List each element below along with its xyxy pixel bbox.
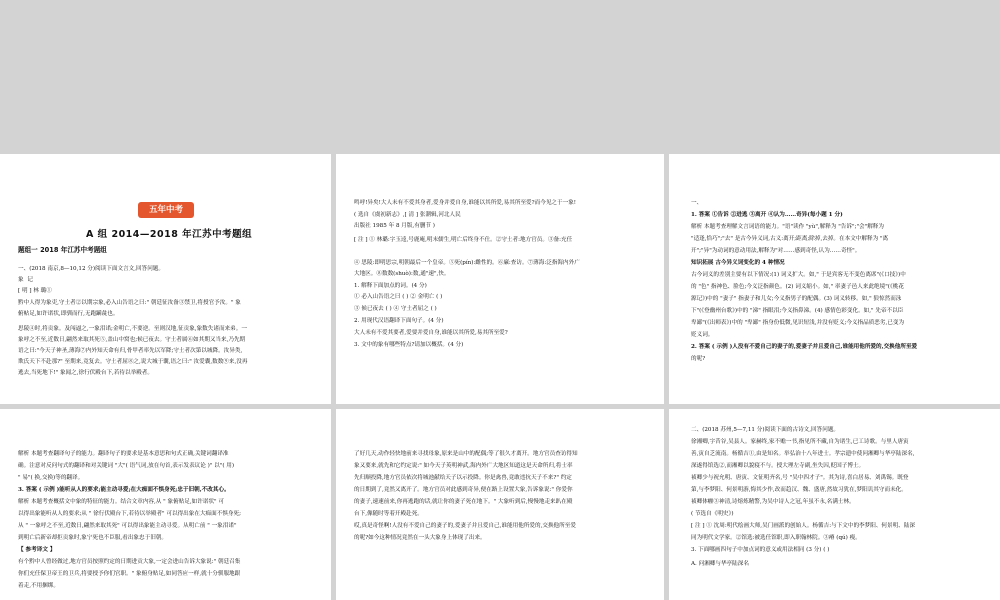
analysis-line: 到明亡后新帝却拒贡象时,象宁死也不臣服,看出象忠于旧朝。	[18, 535, 167, 541]
translation-line: 着走,不用捆绑。	[18, 583, 59, 589]
passage-line: 徐湘卿,字昔谷,吴县人。家赫终,家不赡一书,指见所不藏,自为诸生,已工诗歌。与里人唐寅	[691, 439, 909, 445]
text-line: 语之曰:"今天子神圣,薄海⑦内外知天命有归,骨甲者率先以军降;守土者次第以城降。汝异类,	[18, 348, 243, 354]
answer-1: 1. 答案 ①告诉 ②进逃 ③离开 ④认为……奇异(每小题 1 分)	[691, 212, 843, 218]
translation-line: 先归顺投降,地方官员依次将城池献给天子以示投降。你是禽兽,竟敢违抗天子不来?" 约定	[354, 475, 572, 481]
analysis-line: 解析 本题考查理解文言词语的能力。"语"读作 "yù",解释为 "告诉";"会"解释为	[691, 224, 884, 230]
text-line: 象呼之不至,近数日,翩然来取其死⑤,盖山中窝也;候已夜去。守土者属⑥如其期又当来,乃先期	[18, 337, 246, 343]
text-line: 一、(2018 南京,8—10,12 分)阅读下面文言文,回答问题。	[18, 266, 164, 272]
text-line: 逃去,当死地下!" 象闻之,徐行伏殿台下,若待以举殿者。	[18, 370, 153, 376]
answer-section-heading: 一、	[691, 200, 703, 206]
passage-line: 祯卿少与祝允明、唐寅、文征明齐名,号 "吴中四才子"。其为诗,喜白居易、刘禹锡。既登	[691, 475, 909, 481]
passage-line: 祯卿体癯③神清,诗熔炼精警,为吴中诗人之冠,年虽不永,名满士林。	[691, 499, 855, 505]
passage-line: 第,与李梦阳、何景明游,悔其少作,改而趋汉、魏、盛唐,然故习犹在,梦阳讥其守而未化。	[691, 487, 907, 493]
document-page-5	[336, 409, 664, 600]
passage-title: 象 记	[18, 277, 34, 283]
knowledge-line: 的 "色" 指神色、脸色;今义泛指颜色。(2) 词义缩小。如," 率妻子邑人来此绝境"(《桃花	[691, 284, 904, 290]
question-1-items: ③ 候已夜去 ( ) ④ 守土者屈之 ( )	[354, 306, 437, 312]
annotation-line: ④ 思陵:即明思宗,明朝最后一个皇帝。⑤死(pín):雌性的。⑥廉:查访。⑦薄海:泛指海内外广	[354, 260, 580, 266]
question-2: 2. 用现代汉语翻译下面句子。(4 分)	[354, 318, 444, 324]
knowledge-line: 贬义词。	[691, 332, 714, 338]
source-note: 出版社 1985 年 8 月版,有删节 )	[354, 223, 435, 229]
group-title: A 组 2014—2018 年江苏中考题组	[86, 229, 253, 240]
knowledge-line: 源记》)中的 "妻子" 指妻子和儿女;今义指男子的配偶。(3) 词义转移。如," 狼惊然而泳	[691, 296, 902, 302]
translation-line: 的呢?如今这种情况竟然在一头大象身上体现了出来。	[354, 535, 486, 541]
translation-line: 的日期到了,竟然又离开了。地方官员对此感到奇异,便在路上设置大象,告诉象说:" 你爱你	[354, 487, 573, 493]
question-1: 1. 解释下面加点的词。(4 分)	[354, 283, 427, 289]
document-page-3	[669, 154, 1000, 404]
passage-author: [ 明 ] 林 璐①	[18, 288, 52, 294]
knowledge-line: 下"(《登幽州台歌》)中的 "涕" 指眼泪;今义指鼻涕。(4) 感情色彩变化。如," 先帝不以臣	[691, 308, 904, 314]
knowledge-line: 卑鄙"(《出师表》)中的 "卑鄙" 指身份低微,见识短浅,并没有贬义;今义指品质恶劣,已变为	[691, 320, 905, 326]
translation-line: 有个黔中人曾经做过,地方官员按照约定的日期进贡大象,一定会进山告诉大象说:" 朝廷召集	[18, 559, 241, 565]
source-note: ( 选自《虞初新志》,[ 清 ] 张潮辑,河北人民	[354, 212, 461, 218]
reference-translation-heading: 【 参考译文 】	[18, 547, 56, 553]
analysis-line: 以得出象能听从人的要求;从 " 徐行伏殿台下,若待以举殿者" 可以得出象在大痴面不惧身死;	[18, 511, 241, 517]
answer-3: 3. 答案 ( 示例 )能听从人的要求;能主动寻爱;在大痴面不惧身死;忠于旧朝,不改其心。	[18, 487, 230, 493]
translation-line: 你们充任保卫帝王的卫兵,将要授予你们官职。" 象俯身贴足,如同答应一样,就十分驯服地跟	[18, 571, 241, 577]
five-year-exam-badge: 五年中考	[138, 202, 194, 218]
analysis-line: " 易"( 换,交换)等的翻译。	[18, 475, 84, 481]
annotation-line: 大地区。⑧数数(shuò):数,通"速",快。	[354, 271, 450, 277]
knowledge-line: 古今词义的差别主要有以下情况:(1) 词义扩大。如," 于是宾客无不变色离席"(《口技》)中	[691, 272, 906, 278]
annotation-line: [ 注 ] ① 沈周:明代绘画大师,吴门画派的创始人。杨循吉:与下文中的李梦阳、何景明、陆深	[691, 523, 915, 529]
option-a: A. 问湘卿与华亭陆深名	[691, 561, 749, 567]
source-note: ( 节选自《明史》)	[691, 511, 734, 517]
analysis-line: "适逢,恰巧";"去" 是古今异义词,古义:离开;距离;除掉,去掉。在本文中解释为 "离	[691, 236, 889, 242]
answer-2: 2. 答案 ( 示例 )人没有不爱自己的妻子的,爱妻子并且爱自己,谁能用他所爱的,交换他所至爱	[691, 344, 918, 350]
annotation-line: 同为明代文学家。②馆选:被选任馆职,即入职翰林院。③瘠 (qú) 瘦。	[691, 535, 861, 541]
analysis-line: 从 " 一象呼之不至,近数日,翩然来取其死" 可以得出象能主动寻爱。从明亡前 " 一象泪诺"	[18, 523, 237, 529]
passage-line: 善,寅自乏流南。杨循吉①,由是知名。举弘治十八年进士。孝宗遗中使问湘卿与华亭陆深名,	[691, 451, 915, 457]
document-page-4	[0, 409, 331, 600]
question-3: 3. 下面哪画四句子中加点词的意义或用法相同 (3 分) ( )	[691, 547, 830, 553]
text-line: 思陵④时,将贡象。及闯逼之,一象泪诺;金明亡,不要逆。至则汉地,征贡象,象数失诸而来弟。一	[18, 326, 247, 332]
question-3: 3. 文中的象有哪些特点?请加以概括。(4 分)	[354, 342, 464, 348]
translation-line: 的妻子,速速前来,你再逃跑的话,就让你的妻子死在地下。" 大象听到后,慢慢地走来趴在殿	[354, 499, 573, 505]
text-line: 鸣呼!异矣!大人未有不爱其身者,爱身并爱自身,谁能以其所爱,易其所至爱?而今见之于一象!	[354, 200, 577, 206]
passage-line: 深遂得馆选②,而湘卿以貌寝不与。授大理左寺副,坐失囚,贬国子博士。	[691, 463, 865, 469]
translation-line: 象又要来,就先和它约定说:" 如今天子英明神武,海内外广大地区知道这是天命所归,将士率	[354, 463, 573, 469]
translation-line: 台下,像随时等着开殿赴死。	[354, 511, 423, 517]
analysis-line: 开";"异"为动词的意动用法,解释为"对……感到奇怪,认为……奇怪"。	[691, 248, 861, 254]
document-page-6	[669, 409, 1000, 600]
question-1-items: ① 必入山告语之曰 ( ) ② 金明亡 ( )	[354, 294, 443, 300]
analysis-line: 确。注意对反问句式的翻译和对关键词 "大"( 语气词,放在句首,表示发表议论 )" 以"( 用)	[18, 463, 235, 469]
document-page-1	[0, 154, 331, 404]
translation-line: 哎,真是奇怪啊!人没有不爱自己的妻子的,爱妻子并且爱自己,谁能用他所爱的,交换他所至爱	[354, 523, 576, 529]
document-page-2	[336, 154, 664, 404]
text-line: 欺氏天下不赴那?" 至期来,竟复去。守土者屈⑧之,说大城于囊,语之曰:" 汝爱囊,数数⑨来,没再	[18, 359, 248, 365]
text-line: 黔中人得为象吏,守土者②以期宗象,必入山告语之曰:" 朝廷征汝备③禁卫,将授官予汝。" 象	[18, 300, 241, 306]
question-2-sentence: 大人未有不爱其要者,爱要并爱自身,谁能以其所爱,易其所至爱?	[354, 330, 508, 336]
text-line: 俯帖足,如许诺状,即驯而行,无跑躏彘也。	[18, 311, 119, 317]
section-2-heading: 二、(2018 苏州,5—7,11 分)阅读下面的古诗文,回答问题。	[691, 427, 840, 433]
annotation-line: [ 注 ] ① 林璐:字玉逵,号鹿庵,明末儒生,明亡后终身不仕。②守土者:地方官员。③备:充任	[354, 237, 573, 243]
answer-2-cont: 的呢?	[691, 356, 706, 362]
analysis-line: 解析 本题考查翻译句子的能力。翻译句子的要求是基本意思和句式正确,关键词翻译准	[18, 451, 229, 457]
analysis-line: 解析 本题考查概括文中象的特征的能力。结合文章内容,从 " 象俯贴足,如许诺状" 可	[18, 499, 225, 505]
translation-line: 了好几天,动作轻快地前来寻找母象,原来是山中的配偶;等了很久才离开。地方官员查访得知	[354, 451, 578, 457]
section-heading: 题组一 2018 年江苏中考题组	[18, 246, 107, 254]
knowledge-extension-heading: 知识拓展 古今异义词变化的 4 种情况	[691, 260, 785, 266]
